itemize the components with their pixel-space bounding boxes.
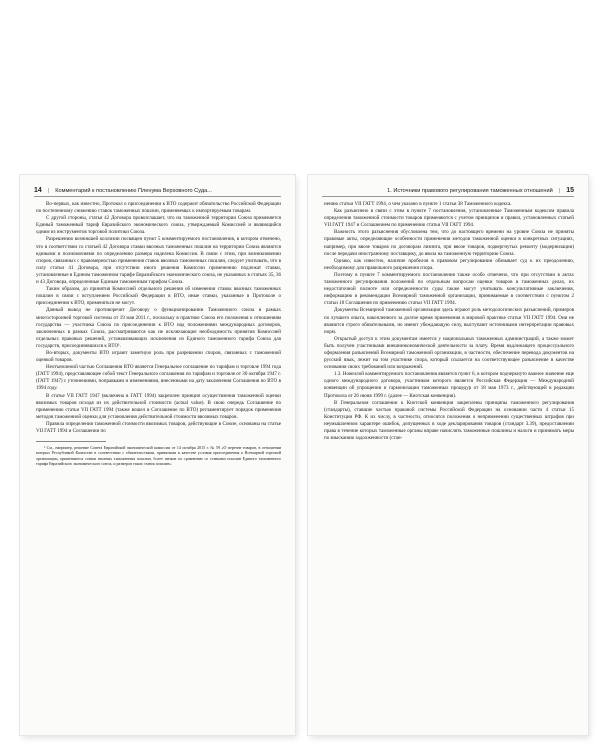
- footnote-rule: [36, 441, 106, 442]
- paragraph: Правила определения таможенной стоимости ввозимых товаров, действующие в Союзе, основаны на статье VII ГАТТ 1994 и Соглашении по: [36, 420, 281, 434]
- paragraph: Однако, как известно, наличие пробелов в правовом регулировании обязывает суд к их преодолению, необходимому для правильного разрешения спора.: [324, 257, 574, 271]
- paragraph: Важность этого разъяснения обусловлена тем, что до настоящего времени на уровне Союза не приняты правовые акты, определяющие особенности применения методов таможенной оценки в конкретных ситуациях, например, при ввозе товаров по договорам лизинга, при ввозе товаров, подвергнутых ремонту (модернизации) после передачи иностранному поставщику, до ввоза на таможенную территорию Союза.: [324, 229, 574, 257]
- paragraph: Поэтому в пункте 7 комментируемого постановления также особо отмечено, что при отсутствии в актах таможенного регулирования положений по отдельным вопросам оценки товаров в таможенных делах, их недостаточной полноте или определенности суды также могут учитывать консультативные заключения, информацию и рекомендации Всемирной таможенной организации, принимаемые в соответствии с пунктом 2 статьи 18 Соглашения по применению статьи VII ГАТТ 1994.: [324, 271, 574, 307]
- paragraph: нению статьи VII ГАТТ 1994, о чем указано в пункте 1 статьи 38 Таможенного кодекса.: [324, 201, 512, 207]
- paragraph: Как разъяснено в связи с этим в пункте 7 постановления, установленные Таможенным кодексом правила определения таможенной стоимости товаров применяются с учетом принципов и правил, установленных статьей VII ГАТТ 1947 и Соглашением по применению статьи VII ГАТТ 1994.: [324, 208, 574, 229]
- left-running-header: [34, 187, 281, 197]
- running-head: Комментарий к постановлению Пленума Верховного Суда...: [55, 188, 212, 194]
- page-number: 15: [566, 187, 574, 194]
- paragraph: Неотъемлемой частью Соглашения ВТО является Генеральное соглашение по тарифам и торговле 1994 года (ГАТТ 1994), представляющее собой текст Генерального соглашения по тарифам и торговле от 30 октября 1947 г. (ГАТТ 1947) с уточнениями, поправками и изменениями, внесенными на дату заключения Соглашения по ВТО в 1994 году.: [36, 364, 281, 392]
- left-page: [20, 175, 295, 735]
- paragraph: В статье VII ГАТТ 1947 (включена в ГАТТ 1994) закреплен принцип осуществления таможенной оценки ввозимых товаров исходя из их действительной стоимости (actual value). В свою очередь Соглашение по применению статьи VII ГАТТ 1994 (также вошел в Соглашение по ВТО) регламентирует порядок применения методов таможенной оценки для установления действительной стоимости ввозимых товаров.: [36, 392, 281, 420]
- footnote: ¹ См., например, решение Совета Евразийской экономической комиссии от 14 октября 2015 г. № 59 «О перечне товаров, в отношении которых Республикой Казахстан в соответствии с обязательствами, принятыми в качестве условия присоединения к Всемирной торговой организации, применяются ставки ввозных таможенных пошлин, более низкие по сравнению со ставками пошлин Единого таможенного тарифа Евразийского экономического союза, и размеров таких ставок пошлин».: [36, 445, 281, 466]
- left-page-body: [36, 201, 281, 466]
- paragraph: Данный вывод не противоречит Договору о функционировании Таможенного союза в рамках многосторонней торговой системы от 19 мая 2011 г., поскольку в практике Союза его положения к отношениям государства — участника Союза по присоединении к ВТО над положениями международных договоров, заключенных в рамках Союза, рассматриваются как не исключающие необходимость принятия Комиссией отдельных правовых решений, устанавливающих исключения из Единого таможенного тарифа Союза для государств, присоединившихся к ВТО¹.: [36, 307, 281, 349]
- paragraph: Документы Всемирной таможенной организации здесь играют роль методологических разъяснений, примеров по лучшего опыта, накопленного за долгое время применения в мировой практике статьи VII ГАТТ 1994. Они не являются строго обязательными, но имеют убеждающую силу, выступают источниками интерпретации правовых норм.: [324, 307, 574, 335]
- paragraph: Во-вторых, документы ВТО играют заметную роль при разрешении споров, связанных с таможенной оценкой товаров.: [36, 349, 281, 364]
- header-separator: |: [558, 188, 561, 194]
- header-separator: |: [47, 188, 50, 194]
- paragraph: С другой стороны, статья 42 Договора провозглашает, что на таможенной территории Союза применяется Единый таможенный тариф Евразийского экономического союза, утверждаемый Комиссией и являющийся одним из инструментов торговой политики Союза.: [36, 215, 281, 236]
- right-page: [308, 175, 588, 735]
- paragraph: Таким образом, до принятия Комиссией отдельного решения об изменении ставок ввозных таможенных пошлин в связи с вступлением Российской Федерации в ВТО, иные ставки, указанные в Протоколе о присоединении к ВТО, применяться не могут.: [36, 286, 281, 307]
- paragraph: Разрешению возникшей коллизии посвящен пункт 5 комментируемого постановления, в котором отмечено, что в соответствии со статьей 42 Договора ставки ввозных таможенных пошлин на территории Союза являются едиными и полномочиями по определению размера наделена Комиссия. В связи с этим, при возникновении споров, связанных с правомерностью применения ставок ввозных таможенных пошлин, следует учитывать, что в силу статьи 41 Договора, при отсутствии иного решения Комиссии применению подлежат ставки, установленные в Едином таможенном тарифе Евразийского экономического союза, не указанных в статьях 35, 36 и 43 Договора, определенные Единым таможенным тарифом Союза.: [36, 236, 281, 286]
- page-number: 14: [34, 187, 42, 194]
- paragraph: В Генеральном соглашении к Киотской конвенции закреплены принципы таможенного регулирования (стандарты), ставшие частью правовой системы Российской Федерации на основании части 4 статьи 15 Конституции РФ. К их числу, в частности, относятся положения о неприменении существенных штрафов при неумышленном характере ошибок, допущенных в ходе декларирования товаров (стандарт 3.39), предоставлении права в течение которых таможенные органы вправе начислять таможенные пошлины и налоги и принимать меры по взысканию задолженности (стан-: [324, 399, 574, 442]
- right-page-body: [324, 201, 574, 442]
- running-head: 1. Источники правового регулирования таможенных отношений: [387, 188, 553, 194]
- paragraph: Открытый доступ к этим документам имеется у национальных таможенных администраций, а также может быть получен участниками внешнеэкономической деятельности за плату. Время надлежащего процессуального оформления разъяснений Всемирной таможенной организации, в частности, обеспечение перевода документов на русский язык, лежит на том участнике спора, который ссылается на соответствующее разъяснение в качестве основания своих требований или возражений.: [324, 335, 574, 371]
- right-running-header: [322, 187, 574, 197]
- paragraph: 1.3. Новеллой комментируемого постановления является пункт 6, в котором подчеркнуто важное значение еще одного международного договора, участником которого является Российская Федерация — Международной конвенции об упрощении и гармонизации таможенных процедур от 18 мая 1973 г., действующей в редакции Протокола от 26 июня 1999 г. (далее — Киотская конвенция).: [324, 371, 574, 399]
- paragraph: Во-первых, как известно, Протокол о присоединении к ВТО содержит обязательство Российской Федерации по постепенному снижению ставок таможенных пошлин, применяемых к импортируемым товарам.: [36, 201, 281, 215]
